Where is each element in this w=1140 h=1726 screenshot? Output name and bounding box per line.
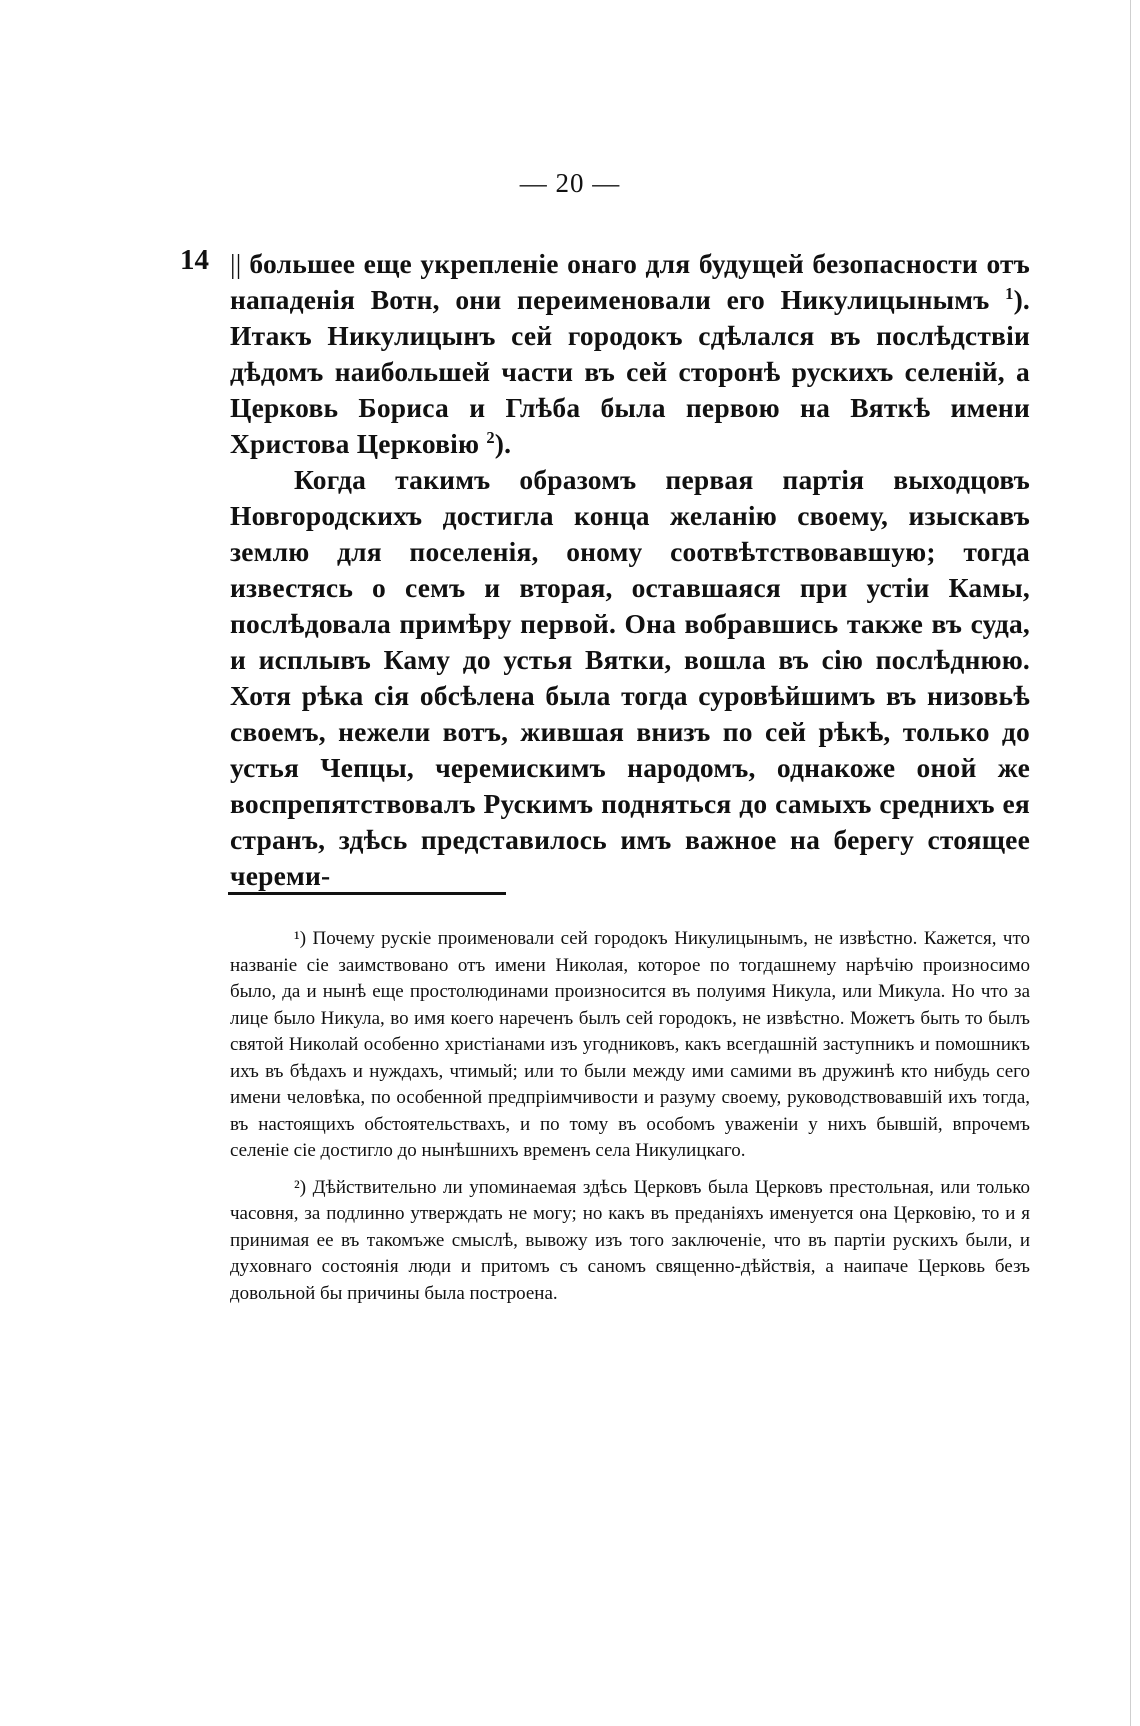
main-text-body (230, 246, 1030, 894)
footnote-ref-2: 2 (486, 427, 495, 447)
footnotes-section (230, 926, 1030, 1317)
paragraph-1-text: большее еще укрепленіе онаго для будущей безопасности отъ нападенія Вотн, они переименовали его Никулицынымъ (230, 248, 1030, 315)
footnote-1-text: Почему рускіе прoименовали сей городокъ Никулицынымъ, не извѣстно. Кажется, что названіе сіе заимствовано отъ имени Николая, которое по тогдашнему нарѣчію произносимо было, да и нынѣ еще простолюдинами произносится въ полуимя Никула, или Микула. Но что за лице было Никула, во имя коего нареченъ былъ сей городокъ, не извѣстно. Можетъ быть то былъ святой Николай особенно христіанами изъ угодниковъ, какъ всегдашній заступникъ и помошникъ ихъ въ бѣдахъ и нуждахъ, чтимый; или то были между ими самими въ дружинѣ кто нибудь сего имени человѣка, по особенной предпріимчивости и разуму своему, руководствовавшій ихъ тогда, въ настоящихъ обстоятельствахъ, и по тому въ особомъ уваженіи у нихъ бывшій, впрочемъ селеніе сіе достигло до нынѣшнихъ временъ села Никулицкаго. (230, 928, 1031, 1161)
paragraph-2: Когда такимъ образомъ первая партія выходцовъ Новгородскихъ достигла конца желанію своему, изыскавъ землю для поселенія, оному соотвѣтствовавшую; тогда известясь о семъ и вторая, оставшаяся при устіи Камы, послѣдовала примѣру первой. Она вобравшись также въ суда, и исплывъ Каму до устья Вятки, вошла въ сію послѣднюю. Хотя рѣка сія обсѣлена была тогда суровѣйшимъ въ низовьѣ своемъ, нежели вотъ, жившая внизъ по сей рѣкѣ, только до устья Чепцы, черемискимъ народомъ, однакоже оной же воспрепятствовалъ Рускимъ подняться до самыхъ среднихъ ея странъ, здѣсь представилось имъ важное на берегу стоящее череми- (230, 464, 1030, 891)
footnote-2 (230, 1175, 1030, 1308)
page-number: — 20 — (519, 168, 621, 198)
footnote-ref-1: 1 (1005, 283, 1014, 303)
paragraph-1 (230, 246, 1030, 462)
footnote-1 (230, 926, 1030, 1165)
paragraph-1-text-mid: ). Итакъ Никулицынъ сей городокъ сдѣлался въ послѣдствіи дѣдомъ наибольшей части въ сей сторонѣ рускихъ селеній, а Церковь Бориса и Глѣба была первою на Вяткѣ имени Христова Церковію (230, 284, 1031, 459)
footnote-divider (228, 892, 506, 895)
paragraph-1-marker: || (230, 248, 242, 279)
page-edge-line (1130, 0, 1131, 1726)
footnote-2-text: Дѣйствительно ли упоминаемая здѣсь Церковъ была Церковъ престольная, или только часовня, за подлинно утверждать не могу; но какъ въ преданіяхъ именуется она Церковію, то и я принимая ее въ такомъже смыслѣ, вывожу изъ того заключеніе, что въ партіи рускихъ были, и духовнаго состоянія люди и притомъ съ саномъ священно-дѣйствія, а наипаче Церковь безъ довольной бы причины была построена. (230, 1176, 1031, 1304)
paragraph-1-end: ). (494, 428, 512, 459)
margin-page-reference: 14 (180, 244, 209, 276)
footnote-2-label: ²) (294, 1176, 307, 1198)
footnote-1-label: ¹) (294, 928, 307, 949)
